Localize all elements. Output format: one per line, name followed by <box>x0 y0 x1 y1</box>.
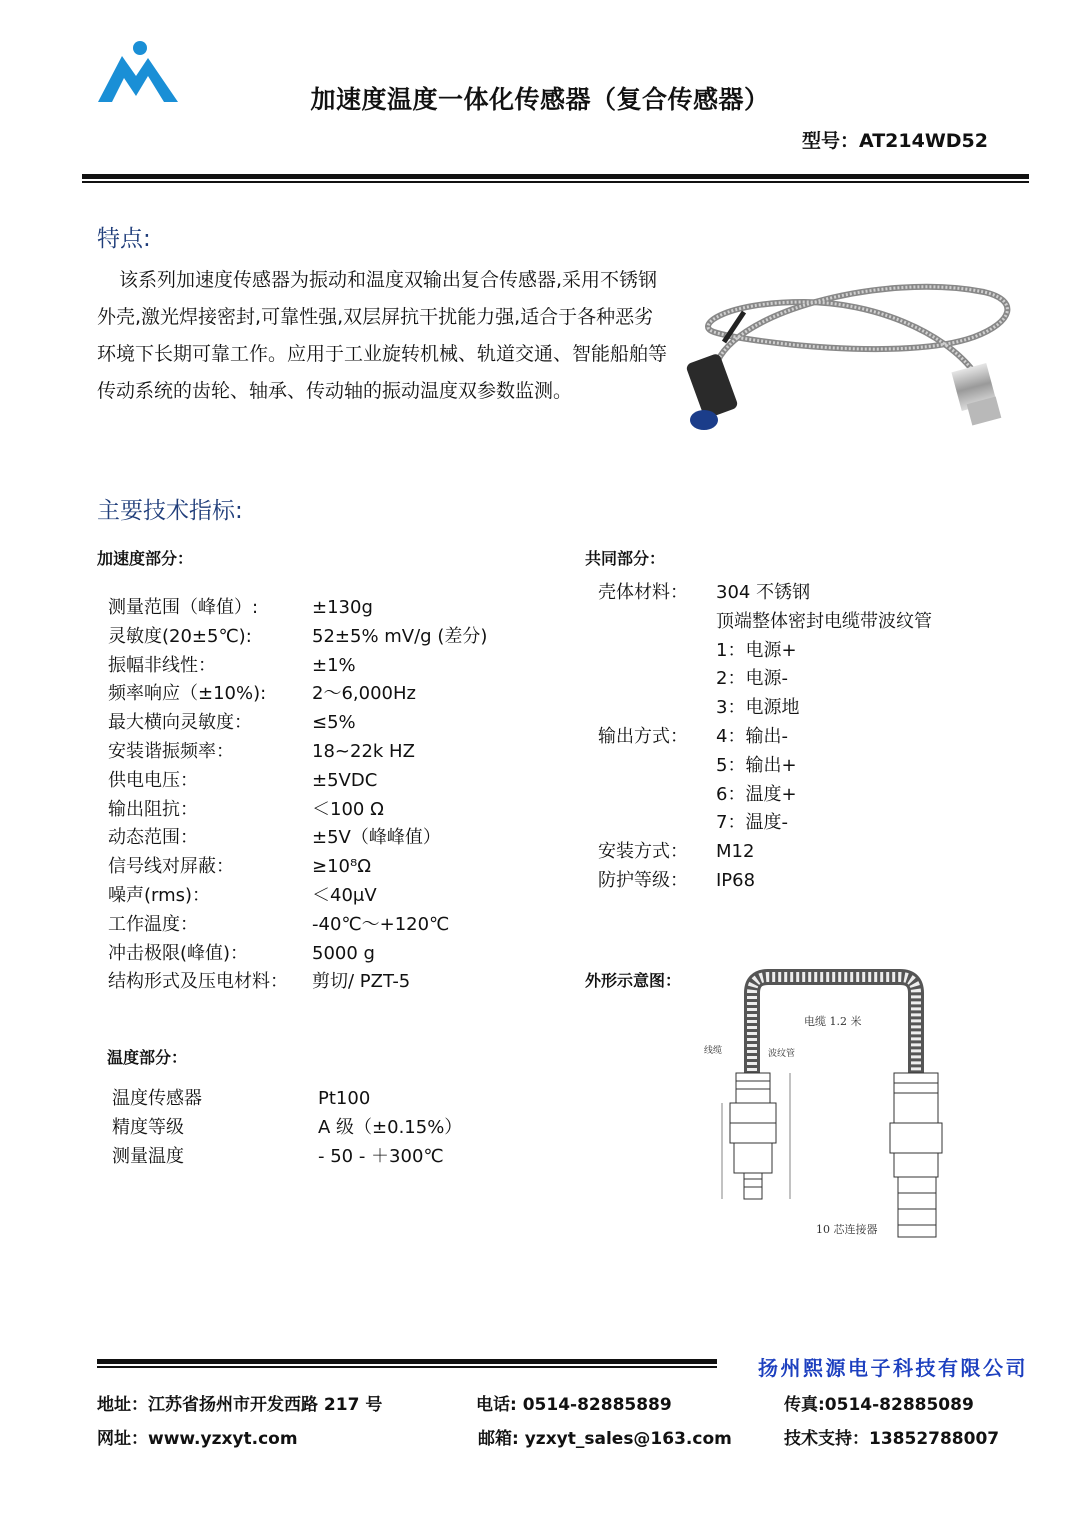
temp-spec-row <box>112 1085 532 1114</box>
diagram-title: 外形示意图： <box>585 971 682 990</box>
accel-spec-row <box>108 709 548 738</box>
footer-fax: 传真:0514-82885089 <box>784 1395 974 1415</box>
spec-label: 灵敏度(20±5℃): <box>108 625 252 647</box>
housing-row-2 <box>598 608 1018 637</box>
spec-label: 温度传感器 <box>112 1088 202 1109</box>
wire-label: 线缆 <box>704 1046 723 1056</box>
spec-value: 5000 g <box>312 942 375 964</box>
spec-value: ＜40μV <box>312 884 377 906</box>
connector-label: 10 芯连接器 <box>816 1223 878 1236</box>
spec-label: 输出阻抗： <box>108 798 198 820</box>
accel-spec-row <box>108 652 548 681</box>
header-divider-thin <box>82 181 1029 183</box>
mount-value: M12 <box>716 841 755 863</box>
tube-label: 波纹管 <box>768 1049 796 1059</box>
spec-label: 精度等级 <box>112 1116 184 1138</box>
spec-label: 冲击极限(峰值)： <box>108 942 249 964</box>
company-name: 扬州熙源电子科技有限公司 <box>758 1356 1028 1380</box>
spec-label: 工作温度： <box>108 913 198 935</box>
spec-value: 52±5% mV/g (差分) <box>312 625 488 647</box>
accel-spec-row <box>108 594 548 623</box>
temp-spec-row <box>112 1143 532 1172</box>
spec-label: 动态范围： <box>108 827 198 849</box>
output-pin-item: 2：电源- <box>716 668 788 690</box>
spec-label: 噪声(rms)： <box>108 884 211 906</box>
spec-label: 供电电压： <box>108 769 198 791</box>
output-pin-item: 4：输出- <box>716 725 788 747</box>
output-pin-list <box>716 637 799 839</box>
accel-spec-row <box>108 796 548 825</box>
mount-row <box>598 838 1018 867</box>
spec-value: Pt100 <box>318 1088 371 1109</box>
accel-spec-row <box>108 738 548 767</box>
accel-spec-row <box>108 767 548 796</box>
accel-section-title: 加速度部分： <box>97 549 194 568</box>
spec-value: ±5V（峰峰值） <box>312 827 441 849</box>
spec-value: ±130g <box>312 597 373 618</box>
output-pin-item: 5：输出+ <box>716 754 797 776</box>
spec-label: 振幅非线性： <box>108 654 216 676</box>
spec-value: ＜100 Ω <box>312 798 384 820</box>
cable-length-label: 电缆 1.2 米 <box>804 1015 862 1028</box>
footer-phone: 电话: 0514-82885889 <box>476 1395 672 1415</box>
housing-label: 壳体材料： <box>598 582 688 603</box>
accel-spec-list <box>108 594 548 997</box>
specs-heading: 主要技术指标: <box>97 498 243 524</box>
accel-spec-row <box>108 853 548 882</box>
footer-address: 地址：江苏省扬州市开发西路 217 号 <box>97 1395 383 1415</box>
header-divider <box>82 174 1029 179</box>
page-title: 加速度温度一体化传感器（复合传感器） <box>310 85 770 114</box>
features-text: 该系列加速度传感器为振动和温度双输出复合传感器,采用不锈钢外壳,激光焊接密封,可靠性强,双层屏抗干扰能力强,适合于各种恶劣环境下长期可靠工作。应用于工业旋转机械、轨道交通、智能船舶等传动系统的齿轮、轴承、传动轴的振动温度双参数监测。 <box>97 269 668 402</box>
spec-value: A 级（±0.15%） <box>318 1116 463 1138</box>
housing-value-2: 顶端整体密封电缆带波纹管 <box>716 610 932 632</box>
spec-value: ≥10⁸Ω <box>312 856 371 878</box>
spec-value: -40℃～+120℃ <box>312 913 450 935</box>
accel-spec-row <box>108 911 548 940</box>
outline-drawing <box>694 963 964 1245</box>
output-pin-item: 7：温度- <box>716 812 788 834</box>
spec-label: 频率响应（±10%): <box>108 683 267 705</box>
output-pin-item: 6：温度+ <box>716 783 797 805</box>
common-section-title: 共同部分： <box>585 549 666 568</box>
spec-value: - 50 - ＋300℃ <box>318 1145 444 1167</box>
spec-label: 最大横向灵敏度： <box>108 712 252 734</box>
model-number: 型号：AT214WD52 <box>801 130 988 152</box>
product-photo <box>684 262 1024 467</box>
output-label: 输出方式： <box>598 725 688 747</box>
spec-value: ±5VDC <box>312 769 378 791</box>
spec-value: ≤5% <box>312 712 356 734</box>
common-spec-list <box>598 579 1018 896</box>
accel-spec-row <box>108 623 548 652</box>
housing-value-1: 304 不锈钢 <box>716 582 811 603</box>
spec-value: 18~22k HZ <box>312 740 415 762</box>
ip-label: 防护等级： <box>598 869 688 891</box>
footer-website[interactable]: 网址：www.yzxyt.com <box>97 1429 298 1449</box>
temp-spec-row <box>112 1114 532 1143</box>
output-pin-item: 1：电源+ <box>716 639 797 661</box>
mount-label: 安装方式： <box>598 841 688 863</box>
footer-divider-thin <box>97 1366 717 1368</box>
footer-email[interactable]: 邮箱: yzxyt_sales@163.com <box>478 1429 732 1449</box>
features-heading: 特点: <box>97 226 151 252</box>
accel-spec-row <box>108 680 548 709</box>
spec-value: ±1% <box>312 654 356 676</box>
spec-label: 测量范围（峰值）: <box>108 597 259 618</box>
accel-spec-row <box>108 968 548 997</box>
spec-label: 信号线对屏蔽： <box>108 856 234 878</box>
spec-value: 剪切/ PZT-5 <box>312 971 411 993</box>
spec-label: 安装谐振频率： <box>108 740 234 762</box>
footer-divider <box>97 1359 717 1364</box>
accel-spec-row <box>108 824 548 853</box>
temp-spec-list <box>112 1085 532 1171</box>
temp-section-title: 温度部分： <box>107 1048 188 1067</box>
accel-spec-row <box>108 882 548 911</box>
ip-row <box>598 867 1018 896</box>
spec-label: 结构形式及压电材料： <box>108 971 288 993</box>
spec-label: 测量温度 <box>112 1145 184 1167</box>
output-block <box>598 637 1018 839</box>
output-pin-item: 3：电源地 <box>716 697 800 719</box>
ip-value: IP68 <box>716 869 756 891</box>
housing-row <box>598 579 1018 608</box>
accel-spec-row <box>108 940 548 969</box>
spec-value: 2～6,000Hz <box>312 683 416 705</box>
footer-support: 技术支持：13852788007 <box>784 1429 1000 1449</box>
